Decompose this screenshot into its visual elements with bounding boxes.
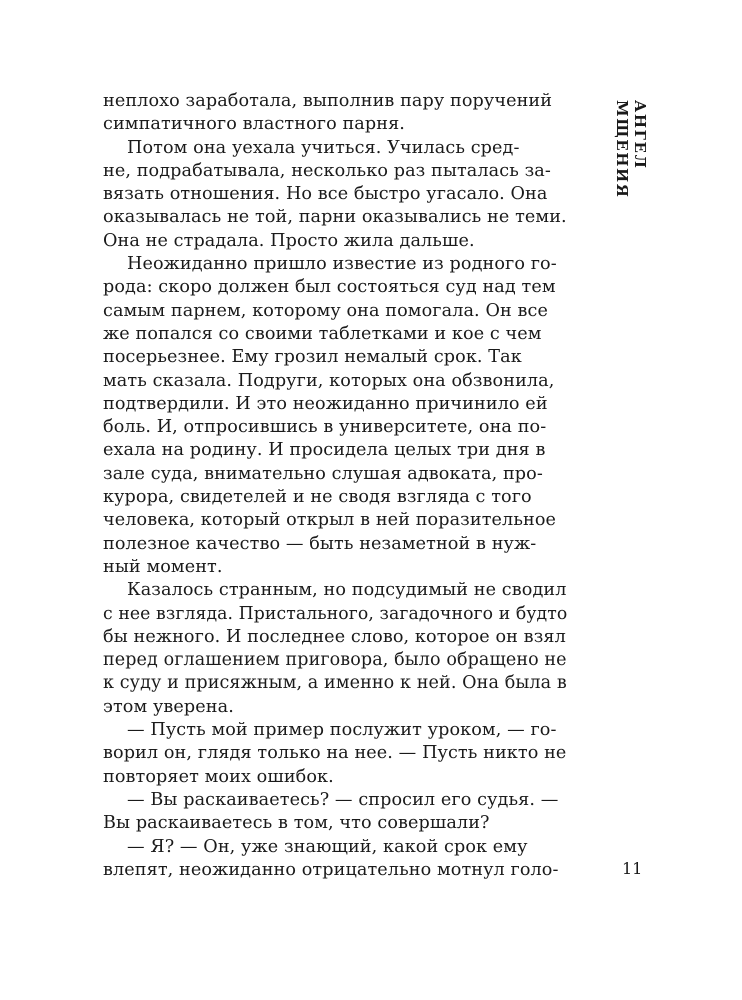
- text-line: боль. И, отпросившись в университете, она по-: [103, 417, 547, 438]
- text-line: с нее взгляда. Пристального, загадочного и будто: [103, 603, 568, 624]
- text-line: Потом она уехала учиться. Училась сред-: [127, 137, 520, 158]
- text-line: не, подрабатывала, несколько раз пыталась за-: [103, 160, 551, 181]
- text-line: рода: скоро должен был состояться суд над тем: [103, 277, 556, 298]
- text-line: повторяет моих ошибок.: [103, 766, 334, 787]
- text-line: — Я? — Он, уже знающий, какой срок ему: [127, 836, 528, 857]
- text-line: ехала на родину. И просидела целых три дня в: [103, 440, 546, 461]
- text-line: ный момент.: [103, 556, 223, 577]
- running-head-title: АНГЕЛ МЩЕНИЯ: [613, 100, 649, 199]
- text-line: перед оглашением приговора, было обращено не: [103, 650, 567, 671]
- page-number: 11: [622, 859, 643, 878]
- text-line: бы нежного. И последнее слово, которое он взял: [103, 626, 566, 647]
- text-line: симпатичного властного парня.: [103, 114, 405, 135]
- text-line: Она не страдала. Просто жила дальше.: [103, 230, 475, 251]
- text-line: полезное качество — быть незаметной в нуж-: [103, 533, 537, 554]
- text-line: Казалось странным, но подсудимый не сводил: [127, 580, 567, 601]
- text-line: к суду и присяжным, а именно к ней. Она была в: [103, 673, 567, 694]
- text-line: — Вы раскаиваетесь? — спросил его судья. —: [127, 789, 559, 810]
- body-text: [103, 90, 567, 882]
- running-head: [613, 100, 649, 270]
- text-line: посерьезнее. Ему грозил немалый срок. Так: [103, 347, 522, 368]
- text-line: неплохо заработала, выполнив пару поручений: [103, 91, 553, 111]
- text-line: Неожиданно пришло известие из родного го-: [127, 254, 557, 275]
- text-line: зале суда, внимательно слушая адвоката, про-: [103, 463, 543, 484]
- text-line: влепят, неожиданно отрицательно мотнул голо-: [103, 859, 559, 880]
- text-line: ворил он, глядя только на нее. — Пусть никто не: [103, 743, 567, 764]
- text-line: вязать отношения. Но все быстро угасало. Она: [103, 184, 548, 205]
- text-line: человека, который открыл в ней поразительное: [103, 510, 557, 531]
- text-line: же попался со своими таблетками и кое с чем: [103, 323, 542, 344]
- text-line: подтвердили. И это неожиданно причинило ей: [103, 393, 548, 414]
- text-line: самым парнем, которому она помогала. Он все: [103, 300, 548, 321]
- text-line: оказывалась не той, парни оказывались не теми.: [103, 207, 567, 228]
- text-line: — Пусть мой пример послужит уроком, — го-: [127, 720, 557, 741]
- text-line: курора, свидетелей и не сводя взгляда с того: [103, 487, 532, 508]
- text-line: мать сказала. Подруги, которых она обзвонила,: [103, 370, 555, 391]
- text-line: этом уверена.: [103, 696, 234, 717]
- text-line: Вы раскаиваетесь в том, что совершали?: [103, 813, 490, 834]
